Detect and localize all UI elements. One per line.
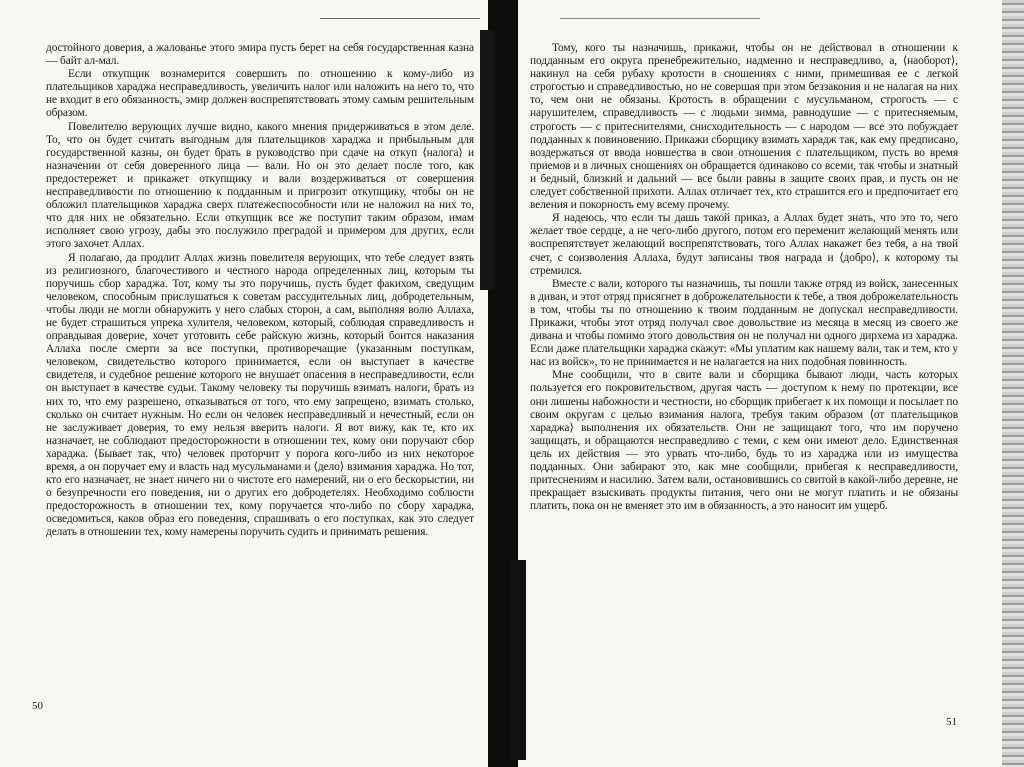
gutter-shadow-edge (480, 30, 494, 290)
paragraph: Мне сообщили, что в свите вали и сборщика бывают люди, часть которых пользуется его покровительством, другая часть — доступом к нему по протекции, все они лишены набожности и честности, но сборщик прибегает к их помощи и посылает по своим округам с целью взимания налога, требуя таким образом ⟨от плательщиков хараджа⟩ выполнения их обязательств. Они не защищают того, что им поручено защищать, и обращаются несправедливо с теми, с кем они имеют дело. Единственная цель их действия — это урвать что-либо, будь то из хараджа или из имущества подданных. Они забирают это, как мне сообщили, прибегая к несправедливости, притеснениям и насилию. Затем вали, остановившись со свитой в какой-либо деревне, не прекращает взыскивать продукты питания, чего они не могут платить и не обязаны платить, пока он не вменяет это им в обязанность, а это наносит им ущерб. (530, 369, 958, 513)
paragraph: Тому, кого ты назначишь, прикажи, чтобы он не действовал в отношении к подданным его округа пренебрежительно, надменно и несправедливо, а, ⟨наоборот⟩, накинул на себя рубаху кротости в сношениях с ними, примешивая ее с легкой строгостью и справедливостью, но не совершая при этом беззакония и не налагая на них то, чем они не обязаны. Кротость в обращении с мусульманом, строгость — с нарушителем, справедливость — с людьми зимма, равнодушие — с притесняемым, строгость — с притеснителями, снисходительность — с народом — все это побуждает подданных к повиновению. Прикажи сборщику взимать харадж так, как ему предписано, воздержаться от ввода новшества в свои отношения с плательщиком, пусть во время приемов и в личных сношениях он обращается одинаково со всеми, так чтобы и знатный и бедный, близкий и дальний — все были равны в защите своих прав, и пусть он не следует собственной прихоти. Аллах отличает тех, кто страшится его и предпочитает его веления и покорность ему всему прочему. (530, 42, 958, 212)
gutter-shadow-edge (510, 560, 526, 760)
page-edge-stack (1002, 0, 1024, 767)
right-page-text (530, 42, 958, 513)
paragraph: Если откупщик вознамерится совершить по отношению к кому-либо из плательщиков хараджа несправедливость, увеличить налог или наложить на него то, что не входит в его обязанность, эмир должен воспрепятствовать этому самым решительным образом. (46, 68, 474, 120)
page-number-left: 50 (32, 700, 43, 712)
paragraph: Повелителю верующих лучше видно, какого мнения придерживаться в этом деле. То, что он будет считать выгодным для плательщиков хараджа и прибыльным для государственной казны, он будет брать в руководство при сдаче на откуп ⟨налога⟩ и назначении от себя доверенного лица — вали. Но он это делает после того, как предостережет и прикажет откупщику и вали воздерживаться от совершения несправедливости по отношению к подданным и пригрозит откупщику, чтобы он не обложил плательщиков хараджа сверх платежеспособности или не наложил на них то, что для них не обязательно. Если откупщик все же поступит таким образом, имам исполняет свою угрозу, дабы это послужило преградой и примером для других, если этого захочет Аллах. (46, 120, 474, 251)
paragraph: достойного доверия, а жалованье этого эмира пусть берет на себя государственная казна — байт ал-мал. (46, 42, 474, 68)
top-rule (560, 18, 760, 19)
left-page-text (46, 42, 474, 540)
paragraph: Я полагаю, да продлит Аллах жизнь повелителя верующих, что тебе следует взять из религиозного, благочестивого и честного народа определенных лиц, которым ты поручишь сбор хараджа. Тот, кому ты это поручишь, пусть будет факихом, сведущим человеком, способным прислушаться к советам рассудительных лиц, добродетельным, чтобы люди не могли обнаружить у него слабых сторон, а сам, выполняя волю Аллаха, не будет страшиться упрека хулителя, человеком, который, соблюдая справедливость и оправдывая доверие, хочет уготовить себе райскую жизнь, который боится наказания Аллаха после смерти за все поступки, противоречащие ⟨указанным поступкам, человеком, свидетельство которого принимается, если он выступает в качестве свидетеля, и судебное решение которого не внушает опасения в несправедливости, если он выступает в качестве судьи. Такому человеку ты поручишь взимать налоги, брать из них то, что ему разрешено, отказываться от того, что ему запрещено, взимать столько, сколько он считает нужным. Но если он человек несправедливый и нечестный, если он не заслуживает доверия, то ему нельзя вверить налоги. Я вот вижу, как те, кто их назначает, не соблюдают предосторожности в отношении тех, кому они поручают сбор хараджа. ⟨Бывает так, что⟩ человек проторчит у порога кого-либо из них некоторое время, а он поручает ему и власть над мусульманами и ⟨дело⟩ взимания хараджа. Но тот, кто его назначает, не знает ничего ни о чистоте его намерений, ни о его бескорыстии, ни о безупречности его поведения, ни о других его добродетелях. Необходимо соблюсти предосторожность в отношении тех, кому поручается что-либо по сбору хараджа, осведомиться, каков образ его поведения, спрашивать о его поступках, как это следует делать в отношении тех, кому намерены поручить судить и принимать решения. (46, 251, 474, 539)
page-number-right: 51 (946, 716, 957, 728)
paragraph: Вместе с вали, которого ты назначишь, ты пошли также отряд из войск, занесенных в диван, и этот отряд присягнет в доброжелательности к тебе, а твоя доброжелательность в том, чтобы ты по отношению к твоим подданным не допускал несправедливости. Прикажи, чтобы этот отряд получал свое довольствие из месяца в месяц из своего же дивана и чтобы помимо этого довольствия он не получал ни одного дирхема из хараджа. Если даже плательщики хараджа скажут: «Мы уплатим как нашему вали, так и тем, кто у нас из войск», то не принимается и не налагается на них подобная повинность. (530, 277, 958, 369)
paragraph: Я надеюсь, что если ты дашь такой приказ, а Аллах будет знать, что это то, чего желает твое сердце, а не чего-либо другого, потом его переменит желающий менять или воспрепятствует желающий воспрепятствовать, того Аллах накажет без тебя, а на твой счет, с соизволения Аллаха, будут записаны твоя награда и ⟨добро⟩, к которому ты стремился. (530, 212, 958, 277)
top-rule (320, 18, 480, 19)
